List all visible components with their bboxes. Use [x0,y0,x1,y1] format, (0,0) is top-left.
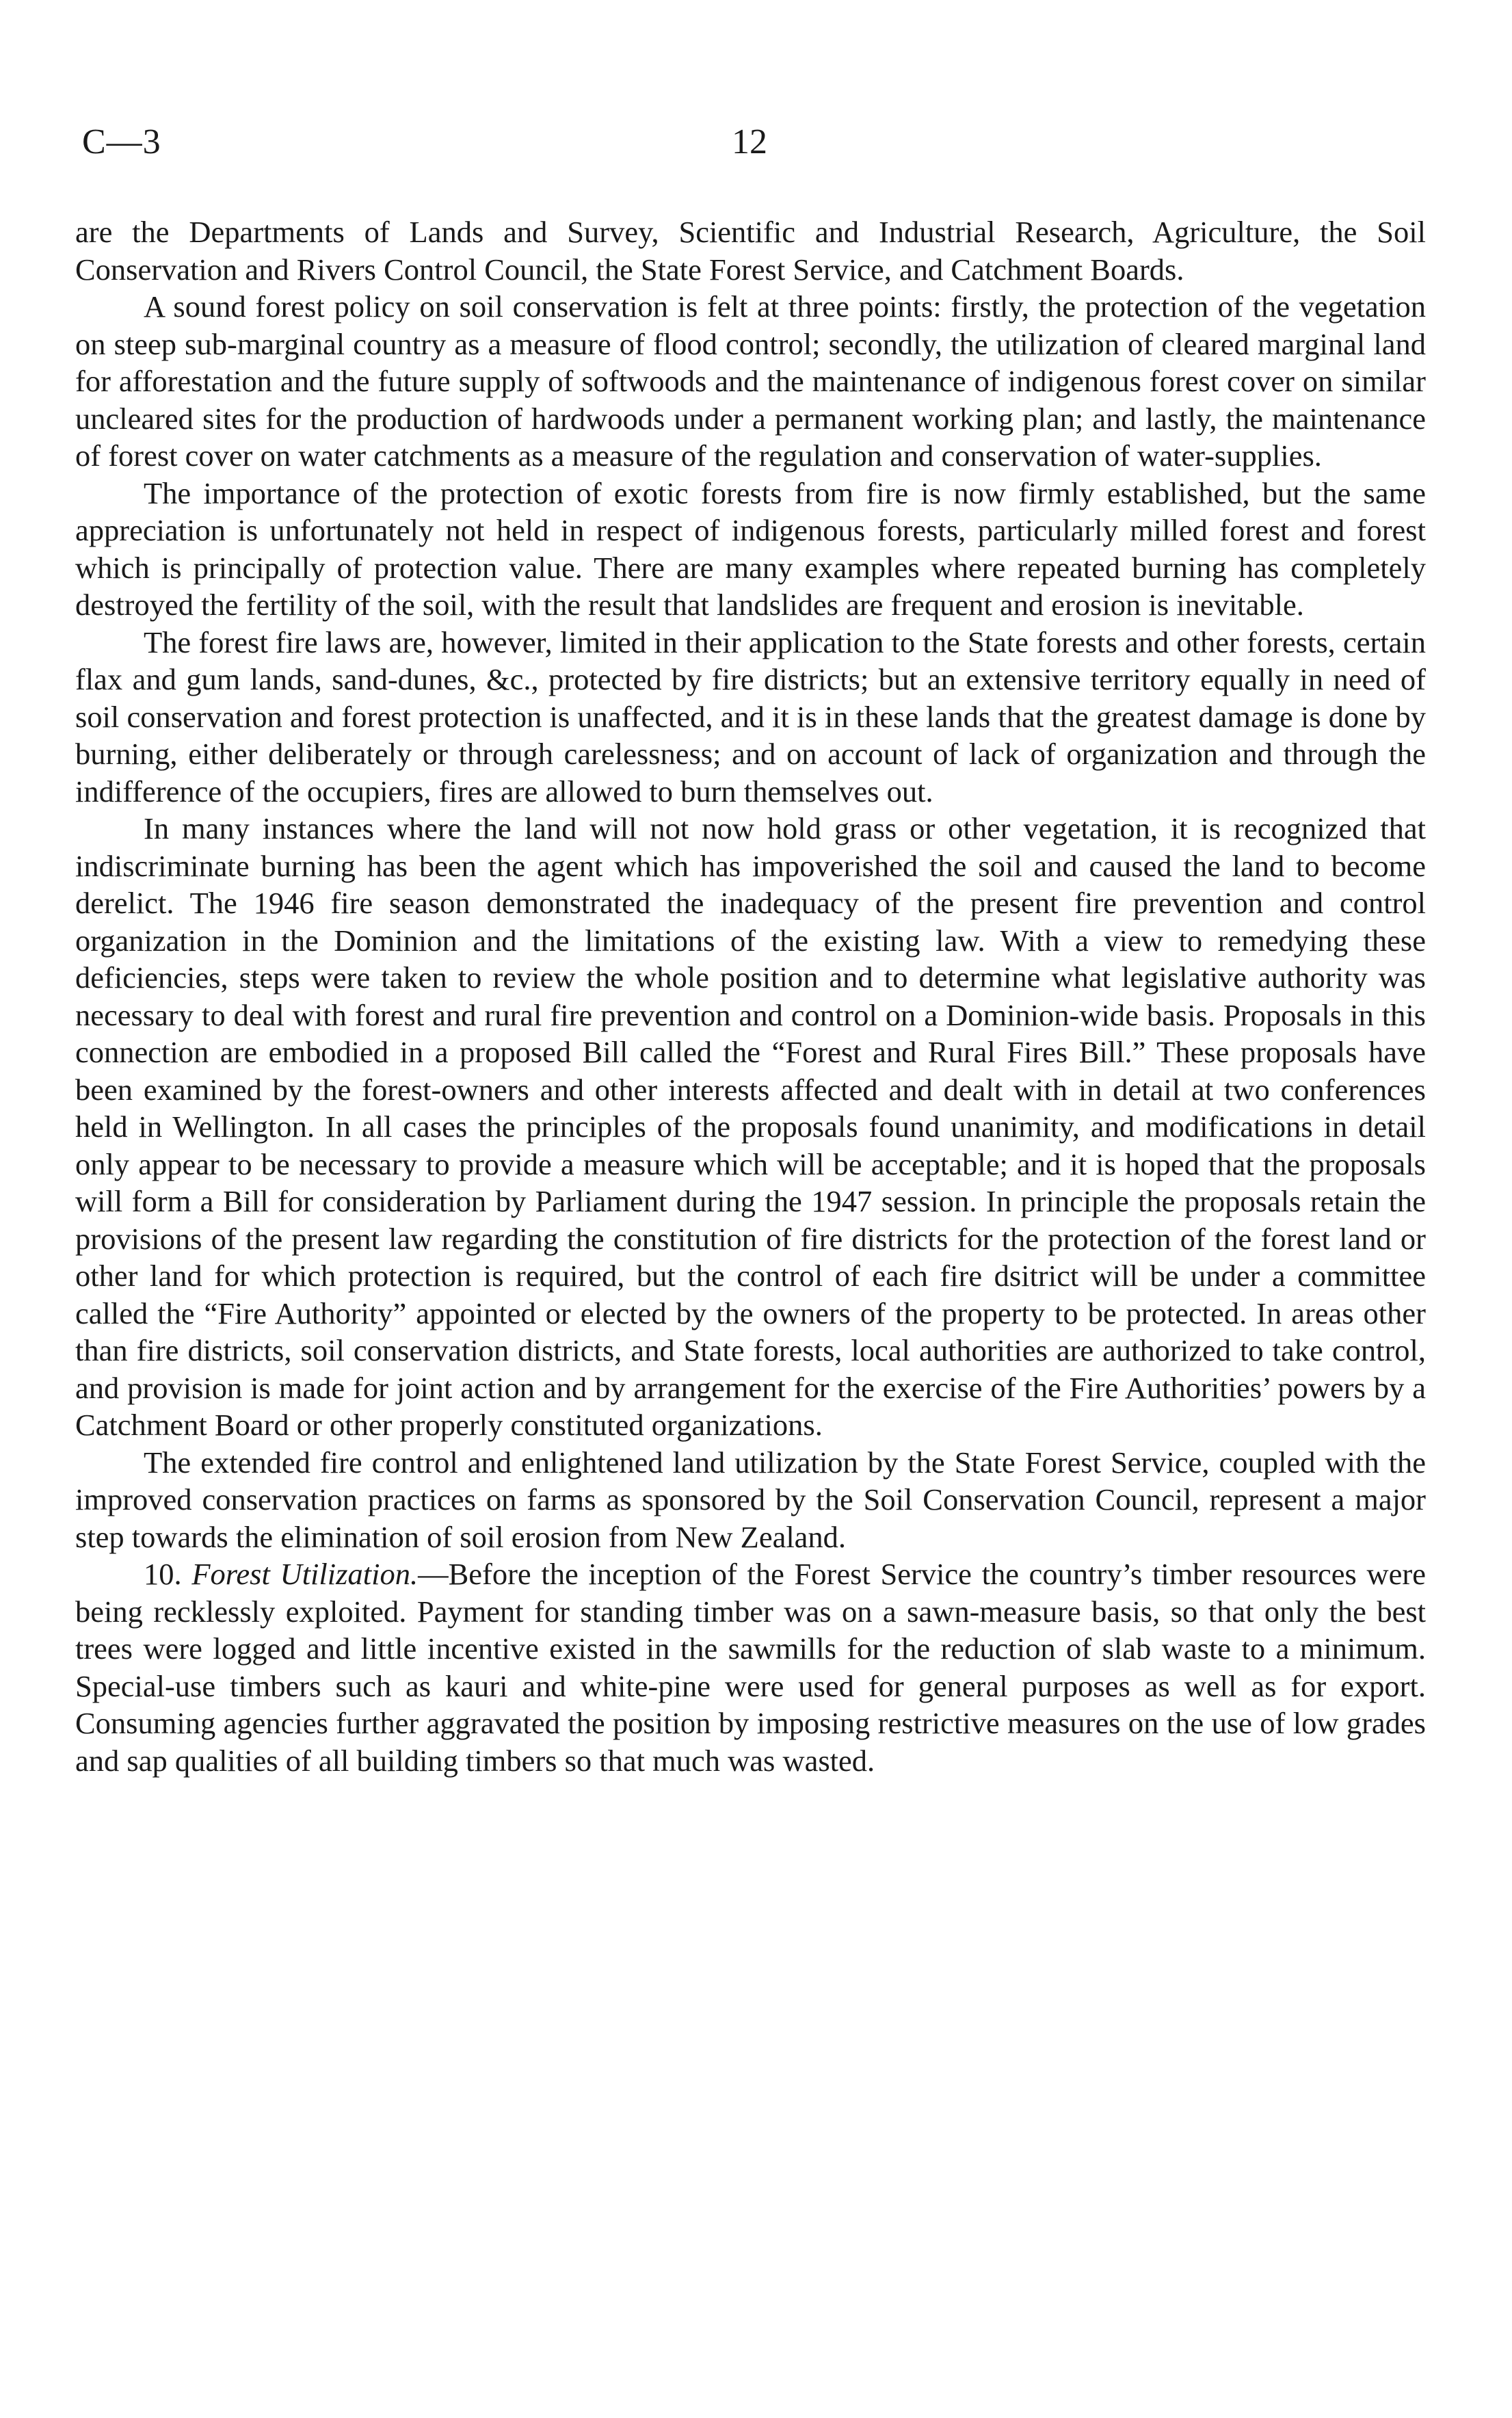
section-title: Forest Utilization. [191,1557,419,1591]
body-text [75,213,1426,1779]
paragraph-forest-policy: A sound forest policy on soil conservation is felt at three points: firstly, the protection of the vegetation on steep sub-marginal country as a measure of flood control; secondly, the utilization of cleared marginal land for afforestation and the future supply of softwoods and the maintenance of indigenous forest cover on similar uncleared sites for the production of hardwoods under a permanent working plan; and lastly, the maintenance of forest cover on water catchments as a measure of the regulation and conservation of water-supplies. [75,289,1426,473]
paragraph-fire-control: The extended fire control and enlightened land utilization by the State Forest Service, coupled with the improved conservation practices on farms as sponsored by the Soil Conservation Council, represent a major step towards the elimination of soil erosion from New Zealand. [75,1445,1426,1554]
paragraph-fire-laws: The forest fire laws are, however, limited in their application to the State forests and other forests, certain flax and gum lands, sand-dunes, &c., protected by fire districts; but an extensive territory equally in need of soil conservation and forest protection is unaffected, and it is in these lands that the greatest damage is done by burning, either deliberately or through carelessness; and on account of lack of organization and through the indifference of the occupiers, fires are allowed to burn themselves out. [75,625,1426,809]
document-reference: C—3 [82,122,161,161]
paragraph-fire-protection: The importance of the protection of exotic forests from fire is now firmly established, but the same appreciation is unfortunately not held in respect of indigenous forests, particularly milled forest and forest which is principally of protection value. There are many examples where repeated burning has completely destroyed the fertility of the soil, with the result that landslides are frequent and erosion is inevitable. [75,475,1426,622]
section-number: 10. [144,1557,182,1591]
paragraph-continuation: are the Departments of Lands and Survey, Scientific and Industrial Research, Agriculture, the Soil Conservation and Rivers Control Council, the State Forest Service, and Catchment Boards. [75,215,1426,287]
section-text: —Before the inception of the Forest Service the country’s timber resources were being recklessly exploited. Payment for standing timber was on a sawn-measure basis, so that only the best trees were logged and little incentive existed in the sawmills for the reduction of slab waste to a minimum. Special-use timbers such as kauri and white-pine were used for general purposes as well as for export. Consuming agencies further aggravated the position by imposing restrictive measures on the use of low grades and sap qualities of all building timbers so that much was wasted. [75,1557,1427,1778]
paragraph-fire-bill: In many instances where the land will not now hold grass or other vegetation, it is recognized that indiscriminate burning has been the agent which has impoverished the soil and caused the land to become derelict. The 1946 fire season demonstrated the inadequacy of the present fire prevention and control organization in the Dominion and the limitations of the existing law. With a view to remedying these deficiencies, steps were taken to review the whole position and to determine what legislative authority was necessary to deal with forest and rural fire prevention and control on a Dominion-wide basis. Proposals in this connection are embodied in a proposed Bill called the “Forest and Rural Fires Bill.” These proposals have been examined by the forest-owners and other interests affected and dealt with in detail at two conferences held in Wellington. In all cases the principles of the proposals found unanimity, and modifications in detail only appear to be necessary to provide a measure which will be acceptable; and it is hoped that the proposals will form a Bill for consideration by Parliament during the 1947 session. In principle the proposals retain the provisions of the present law regarding the constitution of fire districts for the protection of the forest land or other land for which protection is required, but the control of each fire dsitrict will be under a committee called the “Fire Authority” appointed or elected by the owners of the property to be protected. In areas other than fire districts, soil conservation districts, and State forests, local authorities are authorized to take control, and provision is made for joint action and by arrangement for the exercise of the Fire Authorities’ powers by a Catchment Board or other properly constituted organizations. [75,811,1426,1442]
page-number: 12 [732,122,767,161]
page-header [82,122,1436,176]
paragraph-forest-utilization [75,1555,1426,1779]
